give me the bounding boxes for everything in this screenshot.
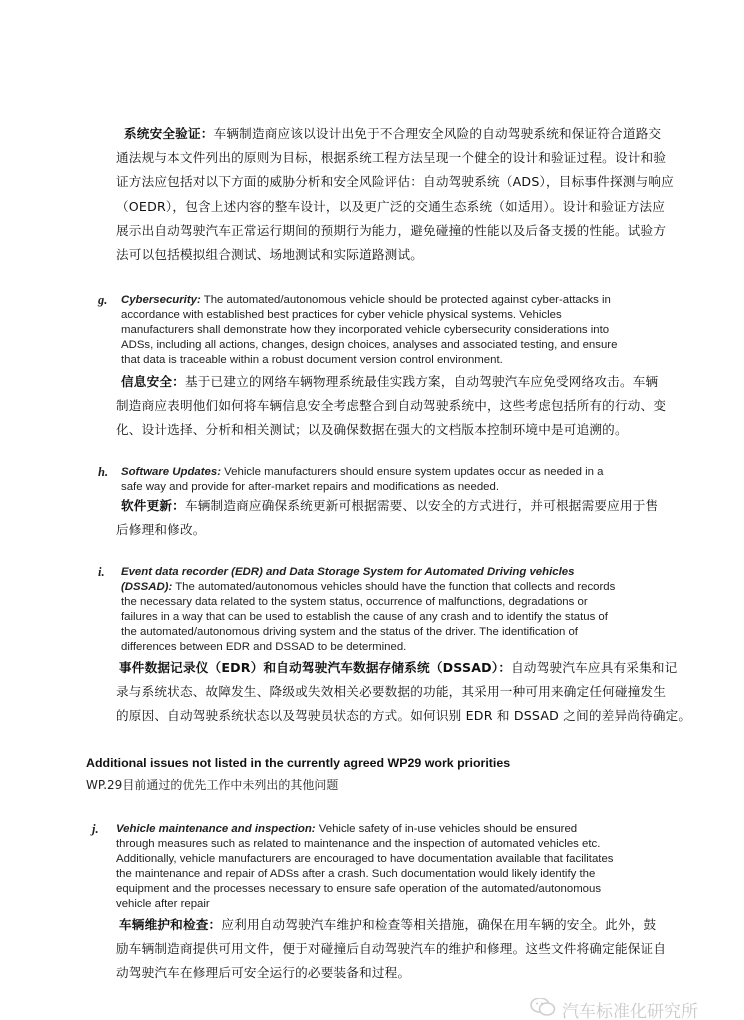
watermark bbox=[530, 998, 744, 1020]
item-g-english: Cybersecurity: The automated/autonomous vehicle should be protected against cyber-attacks in accordance with established best practices for cyber vehicle physical systems. Vehicles manufacturers shall demonstrate how they incorporated vehicle cybersecurity considerations into ADSs, including all actions, changes, design choices, analyses and associated testing, and ensure that data is traceable within a robust document version control environment. bbox=[121, 294, 618, 366]
item-h-english: Software Updates: Vehicle manufacturers should ensure system updates occur as needed in a safe way and provide for after-market repairs and modifications as needed. bbox=[121, 466, 604, 493]
item-i-title: Event data recorder (EDR) and Data Storage System for Automated Driving vehicles bbox=[121, 566, 575, 578]
item-h-term: 软件更新： bbox=[121, 498, 185, 513]
item-j-english: Vehicle maintenance and inspection: Vehicle safety of in-use vehicles should be ensured through measures such as related to maintenance and the inspection of automated vehicles etc. Additionally, vehicle manufacturers are encouraged to have documentation available that facilitates the maintenance and repair of ADSs after a crash. Such documentation would likely identify the equipment and the processes necessary to ensure safe operation of the automated/autonomous vehicle after repair bbox=[116, 823, 614, 910]
item-i-title-cont: (DSSAD): bbox=[121, 581, 173, 593]
item-h-chinese: 软件更新：车辆制造商应确保系统更新可根据需要、以安全的方式进行，并可根据需要应用于售 后修理和修改。 bbox=[116, 498, 659, 538]
item-g-chinese: 信息安全：基于已建立的网络车辆物理系统最佳实践方案，自动驾驶汽车应免受网络攻击。车辆 制造商应表明他们如何将车辆信息安全考虑整合到自动驾驶系统中，这些考虑包括所有的行动、变 化、设计选择、分析和相关测试；以及确保数据在强大的文档版本控制环境中是可追溯的。 bbox=[116, 374, 667, 438]
additional-issues-heading: Additional issues not listed in the currently agreed WP29 work priorities bbox=[86, 756, 511, 770]
item-j-letter: j. bbox=[92, 822, 99, 836]
wechat-icon bbox=[530, 998, 556, 1020]
item-i-english: Event data recorder (EDR) and Data Storage System for Automated Driving vehicles (DSSAD): The automated/autonomous vehicles should have the function that collects and records the necessary data related to the system status, occurrence of malfunctions, degradations or failures in a way that can be used to establish the cause of any crash and to identify the status of the automated/autonomous driving system and the status of the driver. The identification of differences between EDR and DSSAD to be determined. bbox=[121, 566, 616, 653]
item-j-chinese: 车辆维护和检查：应利用自动驾驶汽车维护和检查等相关措施，确保在用车辆的安全。此外，鼓 励车辆制造商提供可用文件，便于对碰撞后自动驾驶汽车的维护和修理。这些文件将确定能保证自 动驾驶汽车在修理后可安全运行的必要装备和过程。 bbox=[116, 917, 667, 981]
item-j-term: 车辆维护和检查： bbox=[119, 917, 222, 932]
item-i-letter: i. bbox=[98, 565, 105, 579]
item-g-letter: g. bbox=[98, 293, 108, 307]
item-j-title: Vehicle maintenance and inspection: bbox=[116, 823, 316, 835]
watermark-text: 汽车标准化研究所 bbox=[562, 1001, 698, 1020]
additional-issues-heading-zh: WP.29目前通过的优先工作中未列出的其他问题 bbox=[86, 778, 339, 792]
system-safety-paragraph: 系统安全验证：车辆制造商应该以设计出免于不合理安全风险的自动驾驶系统和保证符合道路交 通法规与本文件列出的原则为目标，根据系统工程方法呈现一个健全的设计和验证过程。设计和验 证方法应包括对以下方面的威胁分析和安全风险评估：自动驾驶系统（ADS），目标事件探测与响应 （OEDR），包含上述内容的整车设计，以及更广泛的交通生态系统（如适用）。设计和验证方法应 展示出自动驾驶汽车正常运行期间的预期行为能力，避免碰撞的性能以及后备支援的性能。试验方 法可以包括模拟组合测试、场地测试和实际道路测试。 bbox=[116, 126, 674, 263]
item-h-title: Software Updates: bbox=[121, 466, 222, 478]
item-i-term: 事件数据记录仪（EDR）和自动驾驶汽车数据存储系统（DSSAD）： bbox=[119, 660, 512, 675]
system-safety-term: 系统安全验证： bbox=[124, 126, 214, 141]
item-i-chinese: 事件数据记录仪（EDR）和自动驾驶汽车数据存储系统（DSSAD）：自动驾驶汽车应具有采集和记 录与系统状态、故障发生、降级或失效相关必要数据的功能，其采用一种可用来确定任何碰撞发生 的原因、自动驾驶系统状态以及驾驶员状态的方式。如何识别 EDR 和 DSSAD 之间的差异尚待确定。 bbox=[116, 660, 692, 724]
item-g-title: Cybersecurity: bbox=[121, 294, 201, 306]
item-h-letter: h. bbox=[98, 465, 109, 479]
item-g-term: 信息安全： bbox=[121, 374, 185, 389]
